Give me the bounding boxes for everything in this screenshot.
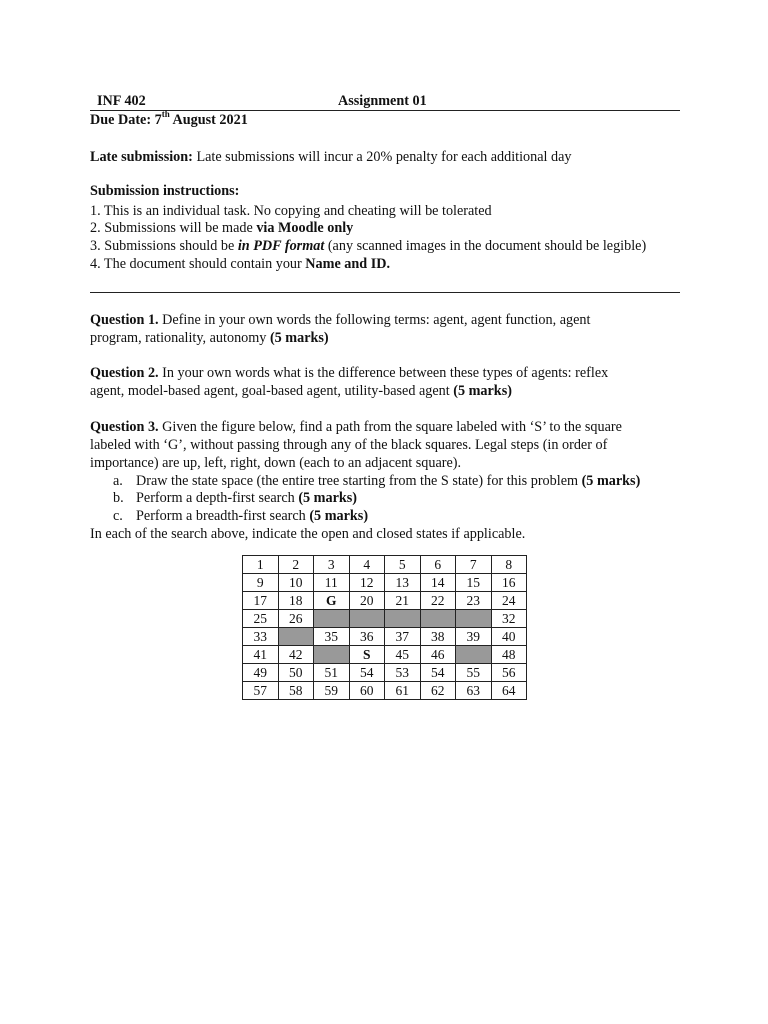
grid-cell: 22 — [420, 592, 456, 610]
grid-cell: 5 — [385, 556, 421, 574]
subitem-b-letter: b. — [113, 490, 124, 506]
grid-cell: 59 — [314, 682, 350, 700]
grid-cell: 6 — [420, 556, 456, 574]
question-1-line-1: Question 1. Define in your own words the following terms: agent, agent function, agent — [90, 312, 591, 328]
grid-cell: 12 — [349, 574, 385, 592]
state-grid — [242, 555, 527, 700]
grid-cell: 8 — [491, 556, 527, 574]
grid-cell: 4 — [349, 556, 385, 574]
grid-cell: 36 — [349, 628, 385, 646]
grid-cell: 13 — [385, 574, 421, 592]
grid-cell: 38 — [420, 628, 456, 646]
grid-cell: 23 — [456, 592, 492, 610]
due-date: Due Date: 7th August 2021 — [90, 109, 248, 128]
grid-cell: 64 — [491, 682, 527, 700]
grid-cell: 41 — [243, 646, 279, 664]
grid-cell: 51 — [314, 664, 350, 682]
grid-cell-blocked — [349, 610, 385, 628]
grid-cell: 9 — [243, 574, 279, 592]
grid-cell: 33 — [243, 628, 279, 646]
grid-cell: 45 — [385, 646, 421, 664]
grid-cell-blocked — [456, 646, 492, 664]
grid-cell: 2 — [278, 556, 314, 574]
question-3-footer: In each of the search above, indicate the open and closed states if applicable. — [90, 526, 526, 542]
grid-cell: 39 — [456, 628, 492, 646]
grid-cell: 57 — [243, 682, 279, 700]
grid-row — [243, 664, 527, 682]
grid-cell-blocked — [278, 628, 314, 646]
question-3-line-3: importance) are up, left, right, down (each to an adjacent square). — [90, 455, 462, 471]
grid-cell-blocked — [420, 610, 456, 628]
grid-row — [243, 646, 527, 664]
grid-cell: 32 — [491, 610, 527, 628]
subitem-a-letter: a. — [113, 473, 123, 489]
question-3-line-1: Question 3. Given the figure below, find a path from the square labeled with ‘S’ to the square — [90, 419, 622, 435]
instruction-item-1: 1. This is an individual task. No copying and cheating will be tolerated — [90, 203, 492, 219]
header-rule — [90, 110, 680, 111]
grid-cell-blocked — [456, 610, 492, 628]
grid-cell: 20 — [349, 592, 385, 610]
instruction-item-2: 2. Submissions will be made via Moodle only — [90, 220, 354, 236]
grid-cell-blocked — [314, 646, 350, 664]
grid-cell: 55 — [456, 664, 492, 682]
instruction-item-4: 4. The document should contain your Name and ID. — [90, 256, 391, 272]
instruction-item-3: 3. Submissions should be in PDF format (any scanned images in the document should be legible) — [90, 238, 647, 254]
grid-cell: 54 — [349, 664, 385, 682]
grid-cell: 10 — [278, 574, 314, 592]
grid-cell: 46 — [420, 646, 456, 664]
grid-cell: 18 — [278, 592, 314, 610]
question-3-line-2: labeled with ‘G’, without passing through any of the black squares. Legal steps (in order of — [90, 437, 608, 453]
grid-cell-labeled: G — [314, 592, 350, 610]
grid-cell: 54 — [420, 664, 456, 682]
grid-cell: 61 — [385, 682, 421, 700]
grid-cell: 25 — [243, 610, 279, 628]
section-rule — [90, 292, 680, 293]
grid-cell: 15 — [456, 574, 492, 592]
subitem-a-text: Draw the state space (the entire tree starting from the S state) for this problem (5 marks) — [136, 473, 641, 489]
question-1-line-2: program, rationality, autonomy (5 marks) — [90, 330, 329, 346]
grid-row — [243, 592, 527, 610]
grid-cell-blocked — [385, 610, 421, 628]
question-2-line-2: agent, model-based agent, goal-based agent, utility-based agent (5 marks) — [90, 383, 512, 399]
course-code: INF 402 — [97, 93, 146, 109]
grid-row — [243, 556, 527, 574]
grid-cell: 60 — [349, 682, 385, 700]
grid-cell: 53 — [385, 664, 421, 682]
assignment-title: Assignment 01 — [338, 93, 427, 109]
grid-cell: 14 — [420, 574, 456, 592]
grid-cell: 7 — [456, 556, 492, 574]
grid-cell: 56 — [491, 664, 527, 682]
subitem-b-text: Perform a depth-first search (5 marks) — [136, 490, 358, 506]
grid-cell: 26 — [278, 610, 314, 628]
grid-cell: 17 — [243, 592, 279, 610]
subitem-c-letter: c. — [113, 508, 123, 524]
grid-row — [243, 628, 527, 646]
grid-cell: 50 — [278, 664, 314, 682]
late-submission: Late submission: Late submissions will incur a 20% penalty for each additional day — [90, 149, 572, 165]
grid-row — [243, 610, 527, 628]
grid-cell: 42 — [278, 646, 314, 664]
grid-cell: 58 — [278, 682, 314, 700]
grid-cell: 48 — [491, 646, 527, 664]
grid-cell: 11 — [314, 574, 350, 592]
instructions-heading: Submission instructions: — [90, 183, 240, 199]
grid-cell: 1 — [243, 556, 279, 574]
grid-cell: 24 — [491, 592, 527, 610]
grid-cell-blocked — [314, 610, 350, 628]
grid-cell: 16 — [491, 574, 527, 592]
grid-cell: 62 — [420, 682, 456, 700]
grid-cell: 37 — [385, 628, 421, 646]
grid-cell: 21 — [385, 592, 421, 610]
grid-row — [243, 682, 527, 700]
question-2-line-1: Question 2. In your own words what is the difference between these types of agents: reflex — [90, 365, 609, 381]
grid-cell: 3 — [314, 556, 350, 574]
grid-row — [243, 574, 527, 592]
grid-cell-labeled: S — [349, 646, 385, 664]
grid-cell: 63 — [456, 682, 492, 700]
grid-cell: 35 — [314, 628, 350, 646]
grid-cell: 40 — [491, 628, 527, 646]
subitem-c-text: Perform a breadth-first search (5 marks) — [136, 508, 369, 524]
grid-cell: 49 — [243, 664, 279, 682]
